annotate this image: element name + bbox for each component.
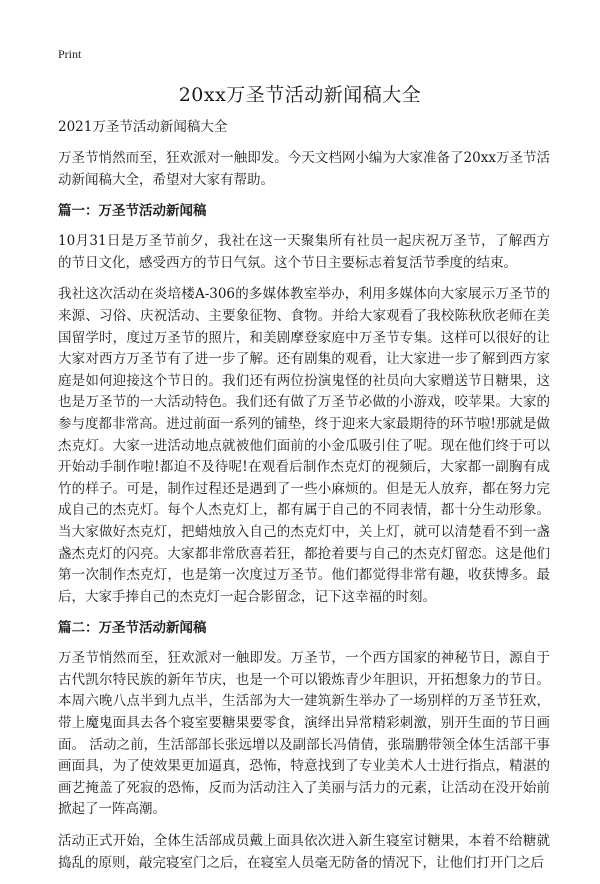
intro-paragraph: 万圣节悄然而至，狂欢派对一触即发。今天文档网小编为大家准备了20xx万圣节活动新闻稿大全，希望对大家有帮助。 [58,150,550,188]
print-link[interactable]: Print [58,47,82,61]
page-title: 20xx万圣节活动新闻稿大全 [178,84,422,106]
section-paragraph: 10月31日是万圣节前夕，我社在这一天聚集所有社员一起庆祝万圣节，了解西方的节日文化，感受西方的节日气氛。这个节日主要标志着复活节季度的结束。 [58,233,550,271]
section-heading: 篇一：万圣节活动新闻稿 [58,203,207,220]
article-body [58,118,550,884]
section-paragraph: 万圣节悄然而至，狂欢派对一触即发。万圣节，一个西方国家的神秘节日，源自于古代凯尔特民族的新年节庆，也是一个可以锻炼青少年胆识，开拓想象力的节日。本周六晚八点半到九点半，生活部为大一建筑新生举办了一场别样的万圣节狂欢，带上魔鬼面具去各个寝室要糖果要零食，演绎出异常精彩刺激，别开生面的节日画面。 活动之前，生活部部长张远增以及副部长冯倩倩，张瑞鹏带领全体生活部干事画面具，为了使效果更加逼真，恐怖，特意找到了专业美术人士进行指点，精湛的画艺掩盖了死寂的恐怖，反而为活动注入了美丽与活力的元素，让活动在没开始前掀起了一阵高潮。 [58,650,550,818]
article-subtitle: 2021万圣节活动新闻稿大全 [58,119,228,135]
section-heading: 篇二：万圣节活动新闻稿 [58,620,207,637]
section-paragraph: 我社这次活动在炎培楼A-306的多媒体教室举办，利用多媒体向大家展示万圣节的来源、习俗、庆祝活动、主要象征物、食物。并给大家观看了我校陈秋欣老师在美国留学时，度过万圣节的照片，和美剧摩登家庭中万圣节专集。这样可以很好的让大家对西方万圣节有了进一步了解。还有剧集的观看，让大家进一步了解到西方家庭是如何迎接这个节日的。我们还有两位扮演鬼怪的社员向大家赠送节日糖果，这也是万圣节的一大活动特色。我们还有做了万圣节必做的小游戏，咬苹果。大家的参与度都非常高。进过前面一系列的铺垫，终于迎来大家最期待的环节啦!那就是做杰克灯。大家一进活动地点就被他们面前的小金瓜吸引住了呢。现在他们终于可以开始动手制作啦!都迫不及待呢!在观看后制作杰克灯的视频后，大家都一副胸有成竹的样子。可是，制作过程还是遇到了一些小麻烦的。但是无人放弃，都在努力完成自己的杰克灯。每个人杰克灯上，都有属于自己的不同表情，都十分生动形象。当大家做好杰克灯，把蜡烛放入自己的杰克灯中，关上灯，就可以清楚看不到一盏盏杰克灯的闪亮。大家都非常欣喜若狂，都抢着要与自己的杰克灯留恋。这是他们第一次制作杰克灯，也是第一次度过万圣节。他们都觉得非常有趣，收获博多。最后，大家手捧自己的杰克灯一起合影留念，记下这幸福的时刻。 [58,286,550,605]
section-paragraph: 活动正式开始，全体生活部成员戴上面具依次进入新生寝室讨糖果，本着不给糖就捣乱的原则，敲完寝室门之后，在寝室人员毫无防备的情况下，让他们打开门之后 [58,833,550,871]
